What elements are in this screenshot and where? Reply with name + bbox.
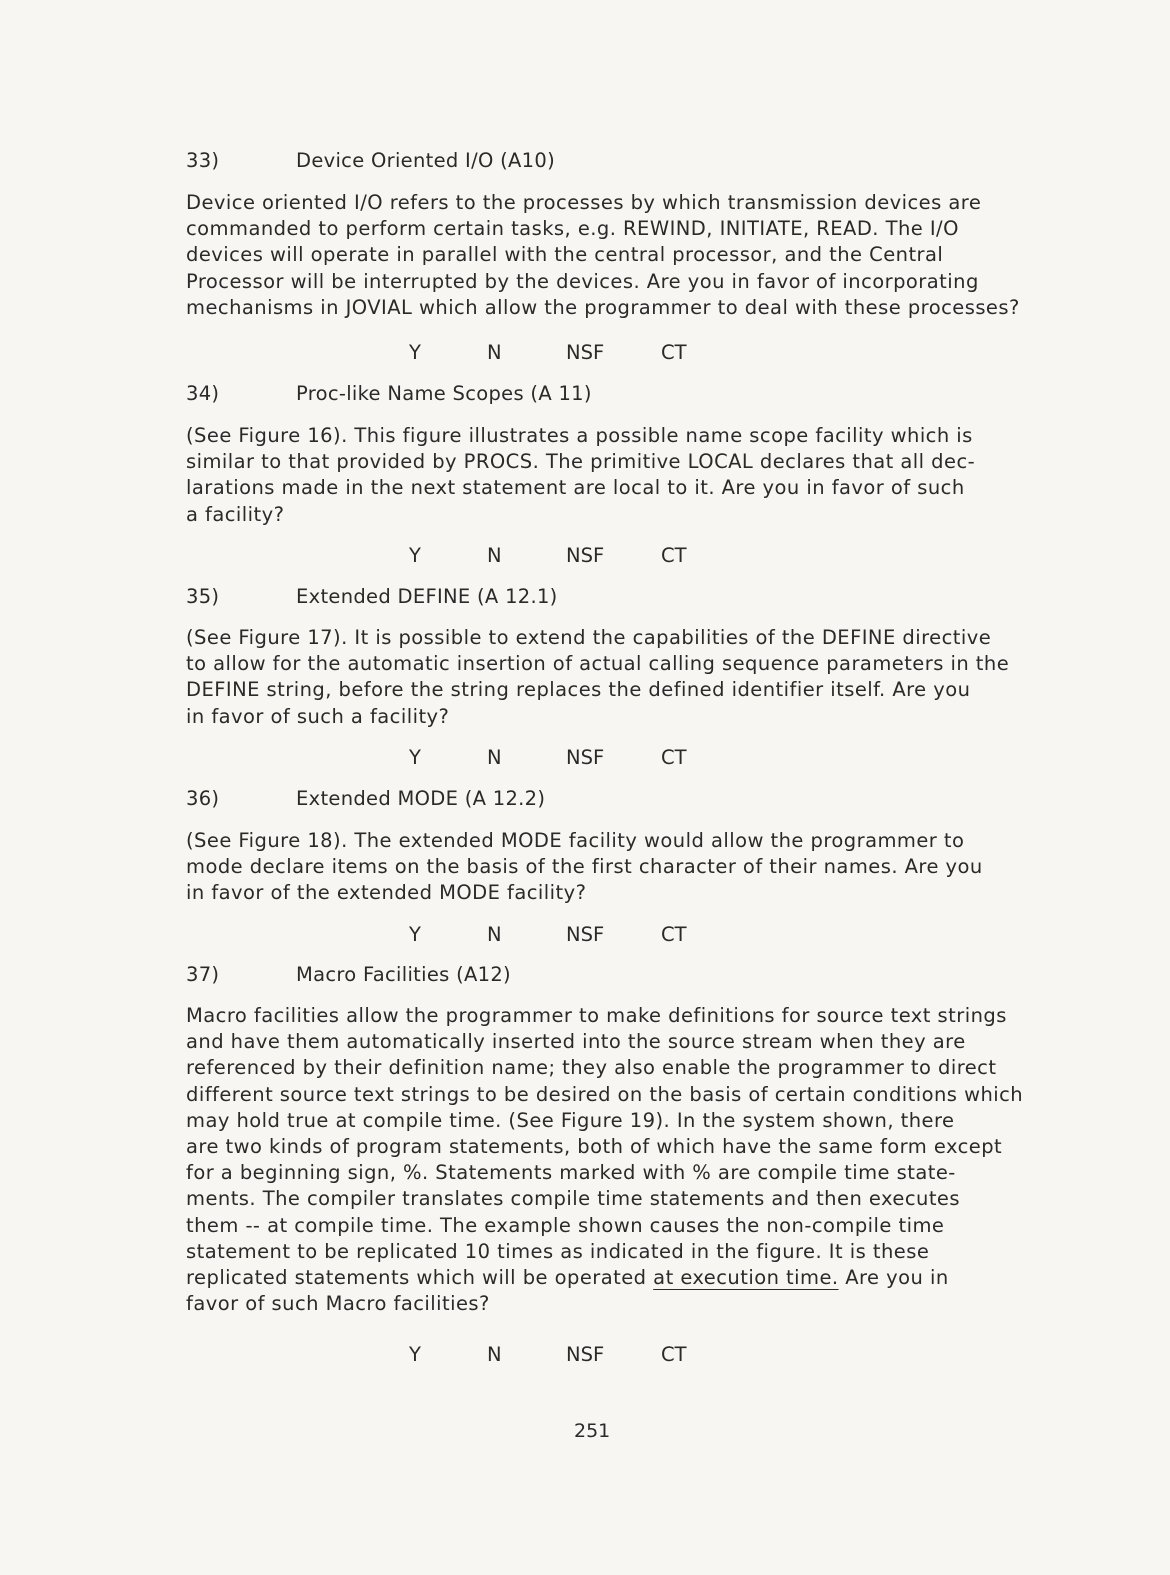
option-nsf[interactable]: NSF bbox=[566, 341, 605, 364]
text-line: mode declare items on the basis of the first character of their names. Are you bbox=[186, 855, 983, 879]
question-number: 34) bbox=[186, 382, 220, 405]
question-title: Macro Facilities (A12) bbox=[296, 963, 511, 986]
text-fragment: replicated statements which will be operated bbox=[186, 1266, 654, 1290]
text-line: them -- at compile time. The example shown causes the non-compile time bbox=[186, 1213, 945, 1237]
question-35-text bbox=[186, 625, 1036, 730]
text-line: DEFINE string, before the string replaces the defined identifier itself. Are you bbox=[186, 678, 971, 702]
text-line: are two kinds of program statements, both of which have the same form except bbox=[186, 1135, 1003, 1159]
question-36-heading bbox=[186, 787, 545, 810]
option-y[interactable]: Y bbox=[409, 1343, 421, 1366]
text-fragment: Are you in bbox=[838, 1266, 949, 1290]
option-n[interactable]: N bbox=[487, 544, 502, 567]
option-y[interactable]: Y bbox=[409, 746, 421, 769]
question-33-text bbox=[186, 190, 1036, 321]
text-line: to allow for the automatic insertion of actual calling sequence parameters in the bbox=[186, 652, 1010, 676]
text-line: devices will operate in parallel with the central processor, and the Central bbox=[186, 243, 944, 267]
text-line: statement to be replicated 10 times as indicated in the figure. It is these bbox=[186, 1239, 930, 1263]
text-line: (See Figure 17). It is possible to extend the capabilities of the DEFINE directive bbox=[186, 626, 992, 649]
question-number: 37) bbox=[186, 963, 220, 986]
text-line: similar to that provided by PROCS. The primitive LOCAL declares that all dec- bbox=[186, 450, 976, 474]
question-title: Proc-like Name Scopes (A 11) bbox=[296, 382, 592, 405]
option-ct[interactable]: CT bbox=[661, 341, 687, 364]
option-y[interactable]: Y bbox=[409, 544, 421, 567]
text-line bbox=[186, 1265, 1036, 1291]
text-line: for a beginning sign, %. Statements marked with % are compile time state- bbox=[186, 1161, 956, 1185]
option-y[interactable]: Y bbox=[409, 923, 421, 946]
option-nsf[interactable]: NSF bbox=[566, 746, 605, 769]
question-34-text bbox=[186, 423, 1036, 528]
text-line: Macro facilities allow the programmer to make definitions for source text strings bbox=[186, 1004, 1007, 1027]
text-line: may hold true at compile time. (See Figure 19). In the system shown, there bbox=[186, 1108, 955, 1132]
question-34-heading bbox=[186, 382, 592, 405]
question-36-text bbox=[186, 828, 1036, 907]
question-title: Extended DEFINE (A 12.1) bbox=[296, 585, 558, 608]
text-line: in favor of such a facility? bbox=[186, 704, 450, 728]
text-line: commanded to perform certain tasks, e.g. REWIND, INITIATE, READ. The I/O bbox=[186, 217, 959, 241]
option-ct[interactable]: CT bbox=[661, 923, 687, 946]
option-nsf[interactable]: NSF bbox=[566, 544, 605, 567]
question-number: 33) bbox=[186, 149, 220, 172]
text-line: (See Figure 18). The extended MODE facility would allow the programmer to bbox=[186, 829, 965, 852]
text-line: ments. The compiler translates compile time statements and then executes bbox=[186, 1187, 960, 1211]
question-number: 36) bbox=[186, 787, 220, 810]
option-n[interactable]: N bbox=[487, 1343, 502, 1366]
text-line: larations made in the next statement are local to it. Are you in favor of such bbox=[186, 476, 965, 500]
text-line: favor of such Macro facilities? bbox=[186, 1292, 490, 1316]
text-line: different source text strings to be desired on the basis of certain conditions which bbox=[186, 1082, 1024, 1106]
text-line: a facility? bbox=[186, 502, 285, 526]
question-number: 35) bbox=[186, 585, 220, 608]
text-line: (See Figure 16). This figure illustrates a possible name scope facility which is bbox=[186, 424, 973, 447]
text-line: Processor will be interrupted by the devices. Are you in favor of incorporating bbox=[186, 269, 979, 293]
option-ct[interactable]: CT bbox=[661, 544, 687, 567]
question-title: Device Oriented I/O (A10) bbox=[296, 149, 555, 172]
option-nsf[interactable]: NSF bbox=[566, 1343, 605, 1366]
text-line: in favor of the extended MODE facility? bbox=[186, 881, 587, 905]
option-n[interactable]: N bbox=[487, 746, 502, 769]
option-n[interactable]: N bbox=[487, 923, 502, 946]
question-37-text bbox=[186, 1003, 1036, 1317]
question-33-heading bbox=[186, 149, 555, 172]
text-line: referenced by their definition name; they also enable the programmer to direct bbox=[186, 1056, 997, 1080]
option-ct[interactable]: CT bbox=[661, 746, 687, 769]
option-n[interactable]: N bbox=[487, 341, 502, 364]
question-35-heading bbox=[186, 585, 558, 608]
page-number: 251 bbox=[574, 1420, 611, 1442]
text-line: and have them automatically inserted into the source stream when they are bbox=[186, 1030, 966, 1054]
underlined-emphasis: at execution time. bbox=[653, 1266, 839, 1290]
text-line: Device oriented I/O refers to the processes by which transmission devices are bbox=[186, 191, 982, 214]
text-line: mechanisms in JOVIAL which allow the programmer to deal with these processes? bbox=[186, 295, 1020, 319]
option-ct[interactable]: CT bbox=[661, 1343, 687, 1366]
question-37-heading bbox=[186, 963, 511, 986]
question-title: Extended MODE (A 12.2) bbox=[296, 787, 546, 810]
option-nsf[interactable]: NSF bbox=[566, 923, 605, 946]
option-y[interactable]: Y bbox=[409, 341, 421, 364]
